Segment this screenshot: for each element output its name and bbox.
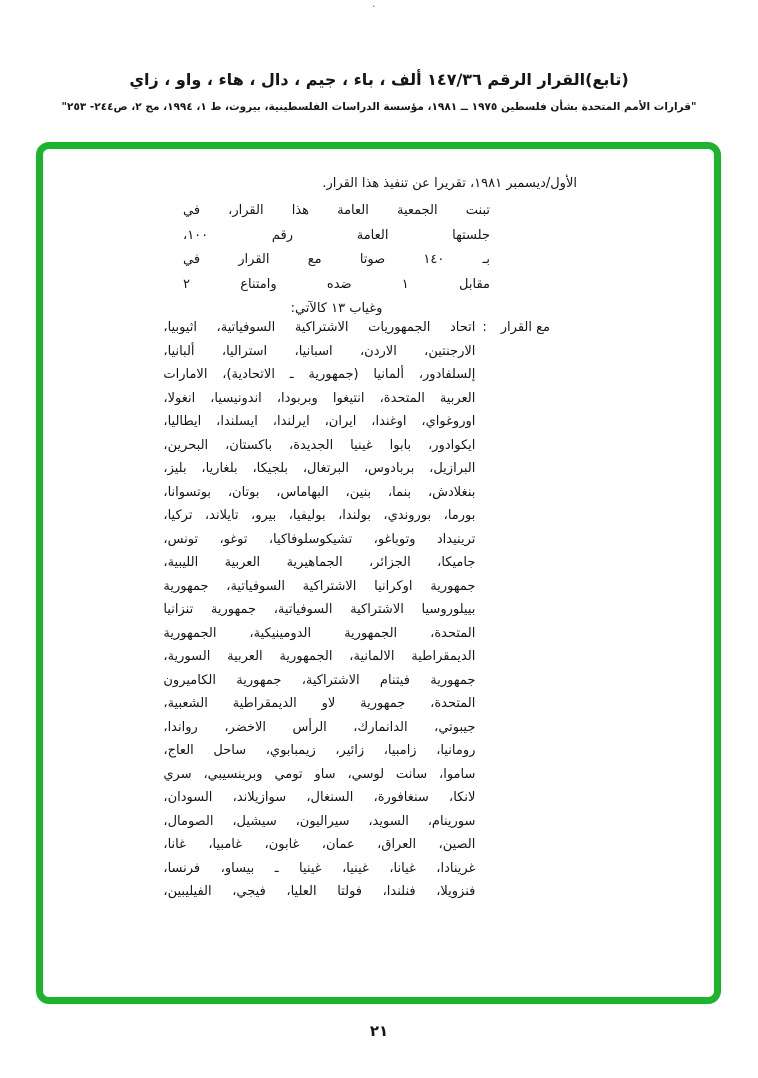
text-line: بنغلادش، بنما، بنين، البهاماس، بوتان، بوتسوانا، [163,484,476,500]
text-line: الصين، العراق، عمان، غابون، غامبيا، غانا، [163,837,476,852]
text-line: ساموا، سانت لوسي، ساو تومي وبرينسيبي، سري [163,766,476,782]
text-line: البرازيل، بربادوس، البرتغال، بلجيكا، بلغاريا، بليز، [163,461,476,476]
stray-dot: · [372,0,376,13]
adoption-paragraph [183,199,490,322]
text-line: وغياب ١٣ كالآتي: [290,301,383,316]
text-line: جمهورية اوكرانيا الاشتراكية السوفياتية، جمهورية [163,578,476,594]
text-line: المتحدة، جمهورية لاو الديمقراطية الشعبية، [163,696,476,711]
text-line: رومانيا، زامبيا، زائير، زيمبابوي، ساحل العاج، [163,743,476,758]
text-line: جمهورية فيتنام الاشتراكية، جمهورية الكاميرون [163,672,476,688]
vote-label: مع القرار [500,320,550,335]
text-line: جاميكا، الجزائر، الجماهيرية العربية الليبية، [163,555,476,570]
text-line: بورما، بوروندي، بولندا، بوليفيا، بيرو، تايلاند، تركيا، [163,508,476,523]
text-line: اتحاد الجمهوريات الاشتراكية السوفياتية، اثيوبيا، [163,320,476,335]
document-title: (تابع)القرار الرقم ١٤٧/٣٦ ألف ، باء ، جيم ، دال ، هاء ، واو ، زاي [129,70,629,89]
text-line: الديمقراطية الالمانية، الجمهورية العربية السورية، [163,649,476,664]
vote-colon: : [482,320,487,335]
paragraph-continuation-line: الأول/ديسمبر ١٩٨١، تقريرا عن تنفيذ هذا القرار. [322,176,577,191]
text-line: مقابل ١ ضده وامتناع ٢ [183,276,490,292]
text-line: اوروغواي، اوغندا، ايران، ايرلندا، ايسلندا، ايطاليا، [163,414,476,429]
text-line: إلسلفادور، ألمانيا (جمهورية ـ الاتحادية)، الامارات [163,367,476,382]
document-citation: "قرارات الأمم المتحدة بشأن فلسطين ١٩٧٥ ــ ١٩٨١، مؤسسة الدراسات الفلسطينية، بيروت، ط ١، ١٩٩٤، مج ٢، ص٢٤٤- ٢٥٣" [61,101,697,113]
text-line: العربية المتحدة، انتيغوا وبربودا، اندونيسيا، انغولا، [163,390,476,406]
text-line: بـ ١٤٠ صوتا مع القرار في [183,252,490,267]
text-line: فنزويلا، فنلندا، فولتا العليا، فيجي، الفيليبين، [163,884,476,899]
text-line: لانكا، سنغافورة، السنغال، سوازيلاند، السودان، [163,790,476,805]
text-line: المتحدة، الجمهورية الدومينيكية، الجمهورية [163,625,476,641]
text-line: بييلوروسيا الاشتراكية السوفياتية، جمهورية تنزانيا [163,602,476,617]
page-number: ٢١ [369,1022,389,1040]
text-line: جلستها العامة رقم ١٠٠، [183,227,490,243]
countries-list [163,316,475,904]
text-line: جيبوتي، الدانمارك، الرأس الاخضر، رواندا، [163,719,476,735]
text-line: تبنت الجمعية العامة هذا القرار، في [183,203,490,218]
vote-with-resolution-block [163,316,550,904]
text-line: ايكوادور، بابوا غينيا الجديدة، باكستان، البحرين، [163,437,476,453]
text-line: ترينيداد وتوباغو، تشيكوسلوفاكيا، توغو، تونس، [163,531,476,547]
text-line: سورينام، السويد، سيراليون، سيشيل، الصومال، [163,813,476,829]
text-line: الارجنتين، الاردن، اسبانيا، استراليا، ألبانيا، [163,343,476,359]
text-line: غرينادا، غيانا، غينيا، غينيا ـ بيساو، فرنسا، [163,860,476,876]
